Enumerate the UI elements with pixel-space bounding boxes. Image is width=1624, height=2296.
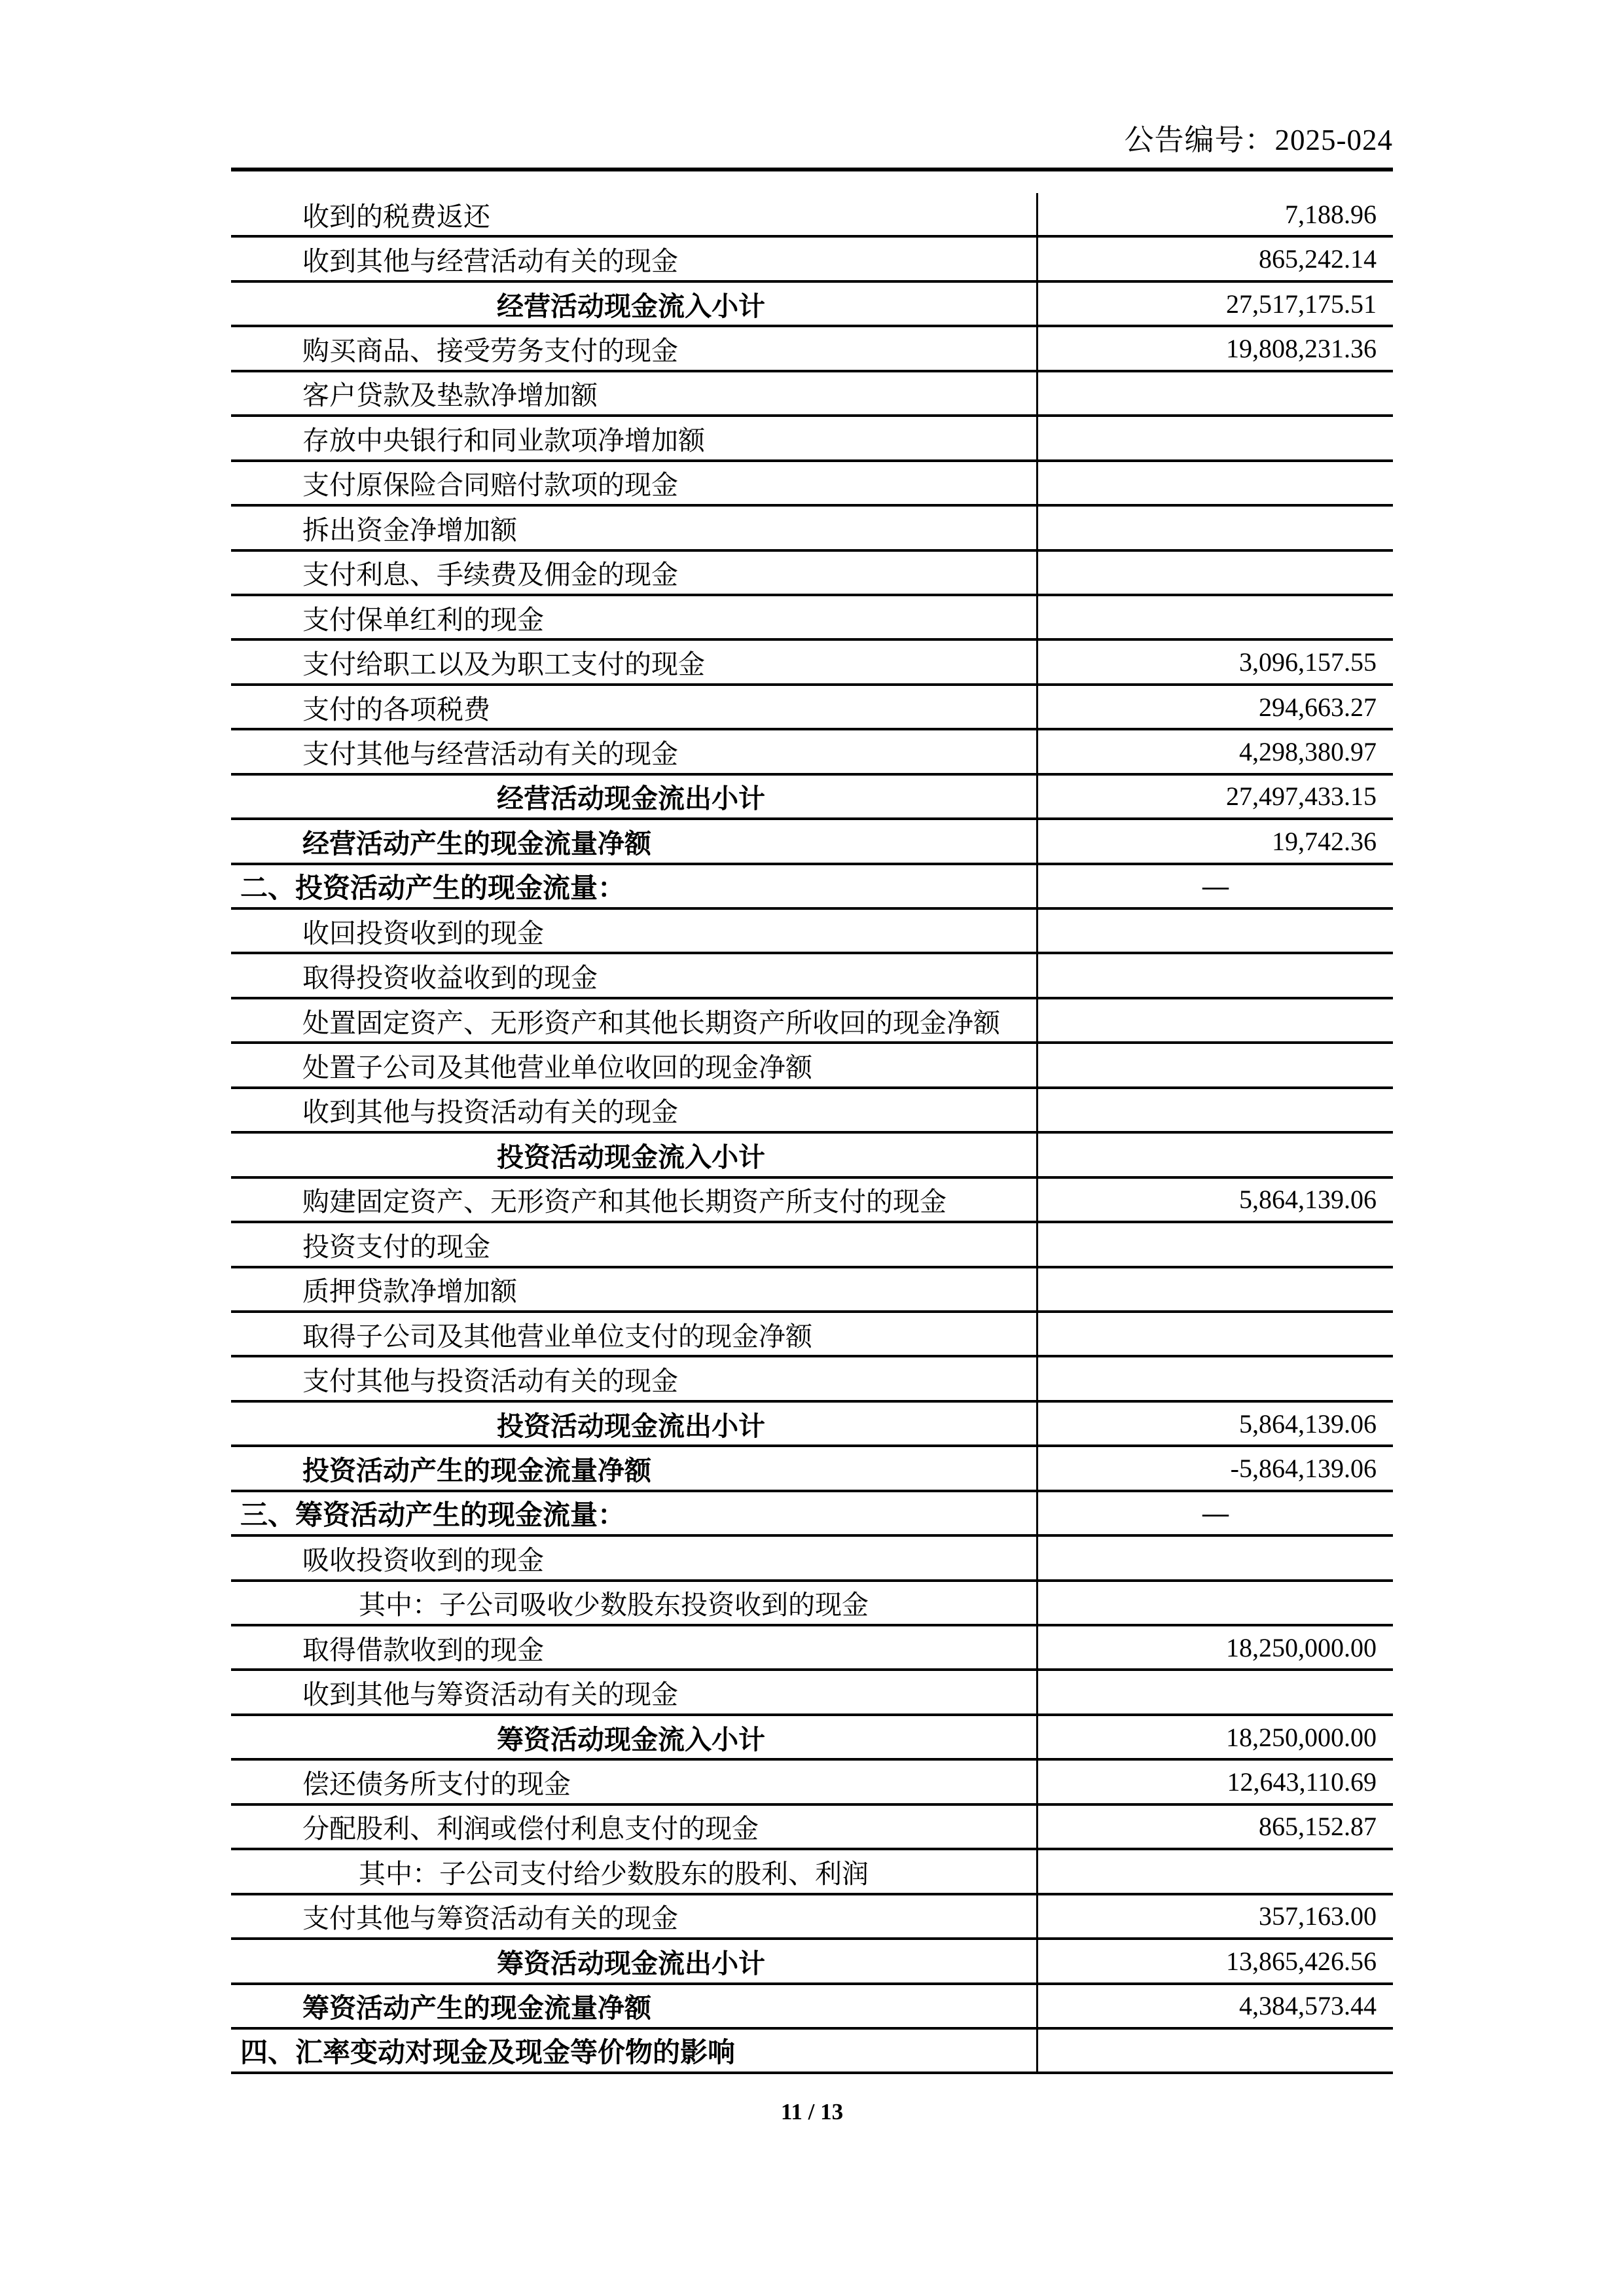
table-row	[231, 1537, 1393, 1581]
row-label: 偿还债务所支付的现金	[302, 1769, 571, 1800]
row-value	[1036, 1537, 1393, 1579]
table-row	[231, 1357, 1393, 1402]
row-value: 5,864,139.06	[1036, 1403, 1393, 1444]
table-row	[231, 417, 1393, 461]
table-row	[231, 1313, 1393, 1357]
row-label: 存放中央银行和同业款项净增加额	[302, 425, 705, 456]
row-value	[1036, 1134, 1393, 1175]
table-row	[231, 238, 1393, 282]
row-value	[1036, 1582, 1393, 1624]
table-row	[231, 1940, 1393, 1984]
row-value: 5,864,139.06	[1036, 1179, 1393, 1221]
table-row	[231, 1492, 1393, 1537]
row-label: 投资活动现金流出小计	[497, 1410, 765, 1441]
table-row	[231, 1582, 1393, 1626]
row-value: 19,808,231.36	[1036, 327, 1393, 369]
row-label: 二、投资活动产生的现金流量：	[240, 873, 626, 904]
row-label: 购买商品、接受劳务支付的现金	[302, 336, 678, 367]
table-row	[231, 865, 1393, 910]
row-value: 12,643,110.69	[1036, 1761, 1393, 1803]
row-value	[1036, 417, 1393, 459]
row-value: 18,250,000.00	[1036, 1626, 1393, 1668]
row-label: 收到的税费返还	[302, 201, 490, 232]
row-label: 质押贷款净增加额	[302, 1276, 517, 1307]
row-value	[1036, 1089, 1393, 1131]
row-label: 收到其他与筹资活动有关的现金	[302, 1679, 678, 1710]
table-row	[231, 507, 1393, 551]
row-value: 19,742.36	[1036, 820, 1393, 862]
row-value: —	[1036, 865, 1393, 907]
table-row	[231, 1223, 1393, 1268]
table-row	[231, 1044, 1393, 1088]
table-row	[231, 1134, 1393, 1178]
row-value: 7,188.96	[1036, 193, 1393, 235]
row-value: 18,250,000.00	[1036, 1716, 1393, 1758]
row-label: 其中：子公司吸收少数股东投资收到的现金	[359, 1590, 869, 1621]
table-row	[231, 641, 1393, 685]
row-label: 处置固定资产、无形资产和其他长期资产所收回的现金净额	[302, 1007, 1000, 1038]
row-value: 27,497,433.15	[1036, 776, 1393, 817]
table-row	[231, 462, 1393, 507]
table-row	[231, 1806, 1393, 1850]
table-row	[231, 283, 1393, 327]
table-row	[231, 1985, 1393, 2030]
table-row	[231, 954, 1393, 999]
row-label: 筹资活动现金流出小计	[497, 1948, 765, 1979]
row-label: 取得借款收到的现金	[302, 1634, 544, 1665]
row-label: 客户贷款及垫款净增加额	[302, 380, 598, 411]
row-label: 支付其他与筹资活动有关的现金	[302, 1903, 678, 1934]
row-label: 支付的各项税费	[302, 694, 490, 725]
row-label: 处置子公司及其他营业单位收回的现金净额	[302, 1052, 812, 1083]
row-value: 4,384,573.44	[1036, 1985, 1393, 2027]
row-label: 收到其他与投资活动有关的现金	[302, 1097, 678, 1128]
table-row	[231, 1268, 1393, 1313]
row-value	[1036, 552, 1393, 594]
row-label: 支付原保险合同赔付款项的现金	[302, 470, 678, 501]
table-row	[231, 596, 1393, 641]
row-label: 三、筹资活动产生的现金流量：	[240, 1500, 626, 1531]
table-row	[231, 1716, 1393, 1761]
row-value	[1036, 1044, 1393, 1086]
page-header	[231, 122, 1393, 158]
table-row	[231, 1447, 1393, 1492]
row-value: 27,517,175.51	[1036, 283, 1393, 325]
row-value: 3,096,157.55	[1036, 641, 1393, 683]
row-label: 筹资活动现金流入小计	[497, 1724, 765, 1755]
page-number: 11 / 13	[780, 2099, 844, 2125]
row-label: 取得投资收益收到的现金	[302, 963, 598, 994]
cash-flow-table	[231, 193, 1393, 2074]
row-label: 取得子公司及其他营业单位支付的现金净额	[302, 1321, 812, 1352]
row-label: 支付利息、手续费及佣金的现金	[302, 560, 678, 590]
row-value: 4,298,380.97	[1036, 730, 1393, 772]
table-row	[231, 1671, 1393, 1715]
row-label: 分配股利、利润或偿付利息支付的现金	[302, 1814, 759, 1844]
row-value	[1036, 462, 1393, 504]
table-row	[231, 1179, 1393, 1223]
row-label: 收到其他与经营活动有关的现金	[302, 246, 678, 277]
row-value: -5,864,139.06	[1036, 1447, 1393, 1489]
row-value: 865,152.87	[1036, 1806, 1393, 1848]
row-label: 其中：子公司支付给少数股东的股利、利润	[359, 1858, 869, 1889]
row-label: 经营活动产生的现金流量净额	[302, 828, 651, 859]
row-label: 投资活动现金流入小计	[497, 1141, 765, 1172]
table-row	[231, 552, 1393, 596]
table-row	[231, 193, 1393, 238]
row-label: 支付其他与投资活动有关的现金	[302, 1366, 678, 1397]
row-value	[1036, 596, 1393, 638]
row-value: 357,163.00	[1036, 1895, 1393, 1937]
row-value: 294,663.27	[1036, 686, 1393, 728]
row-label: 拆出资金净增加额	[302, 514, 517, 545]
row-label: 收回投资收到的现金	[302, 918, 544, 948]
table-row	[231, 686, 1393, 730]
row-label: 吸收投资收到的现金	[302, 1545, 544, 1575]
row-label: 经营活动现金流出小计	[497, 783, 765, 814]
row-value	[1036, 1671, 1393, 1713]
table-row	[231, 327, 1393, 372]
row-label: 购建固定资产、无形资产和其他长期资产所支付的现金	[302, 1187, 947, 1217]
table-row	[231, 1089, 1393, 1134]
row-label: 投资活动产生的现金流量净额	[302, 1455, 651, 1486]
row-label: 投资支付的现金	[302, 1231, 490, 1262]
row-label: 筹资活动产生的现金流量净额	[302, 1993, 651, 2024]
row-value: —	[1036, 1492, 1393, 1534]
table-row	[231, 999, 1393, 1044]
row-value	[1036, 2030, 1393, 2072]
row-value	[1036, 1268, 1393, 1310]
row-value	[1036, 1313, 1393, 1355]
page-footer	[0, 2096, 1624, 2128]
table-row	[231, 1850, 1393, 1895]
row-value	[1036, 372, 1393, 414]
row-value	[1036, 954, 1393, 996]
row-label: 支付给职工以及为职工支付的现金	[302, 649, 705, 680]
row-value	[1036, 1223, 1393, 1265]
table-row	[231, 1403, 1393, 1447]
header-rule	[231, 168, 1393, 171]
table-row	[231, 1626, 1393, 1671]
table-row	[231, 1761, 1393, 1805]
table-row	[231, 776, 1393, 820]
announcement-number: 公告编号：2025-024	[1124, 124, 1393, 156]
row-value	[1036, 507, 1393, 548]
row-value	[1036, 1850, 1393, 1892]
table-row	[231, 1895, 1393, 1940]
row-value	[1036, 1357, 1393, 1399]
row-label: 支付其他与经营活动有关的现金	[302, 738, 678, 769]
row-label: 经营活动现金流入小计	[497, 291, 765, 321]
row-value: 13,865,426.56	[1036, 1940, 1393, 1982]
table-row	[231, 730, 1393, 775]
row-value	[1036, 910, 1393, 952]
row-value: 865,242.14	[1036, 238, 1393, 279]
table-row	[231, 820, 1393, 865]
row-value	[1036, 999, 1393, 1041]
row-label: 四、汇率变动对现金及现金等价物的影响	[240, 2038, 736, 2069]
table-row	[231, 372, 1393, 417]
table-row	[231, 910, 1393, 954]
table-row	[231, 2030, 1393, 2074]
row-label: 支付保单红利的现金	[302, 604, 544, 635]
